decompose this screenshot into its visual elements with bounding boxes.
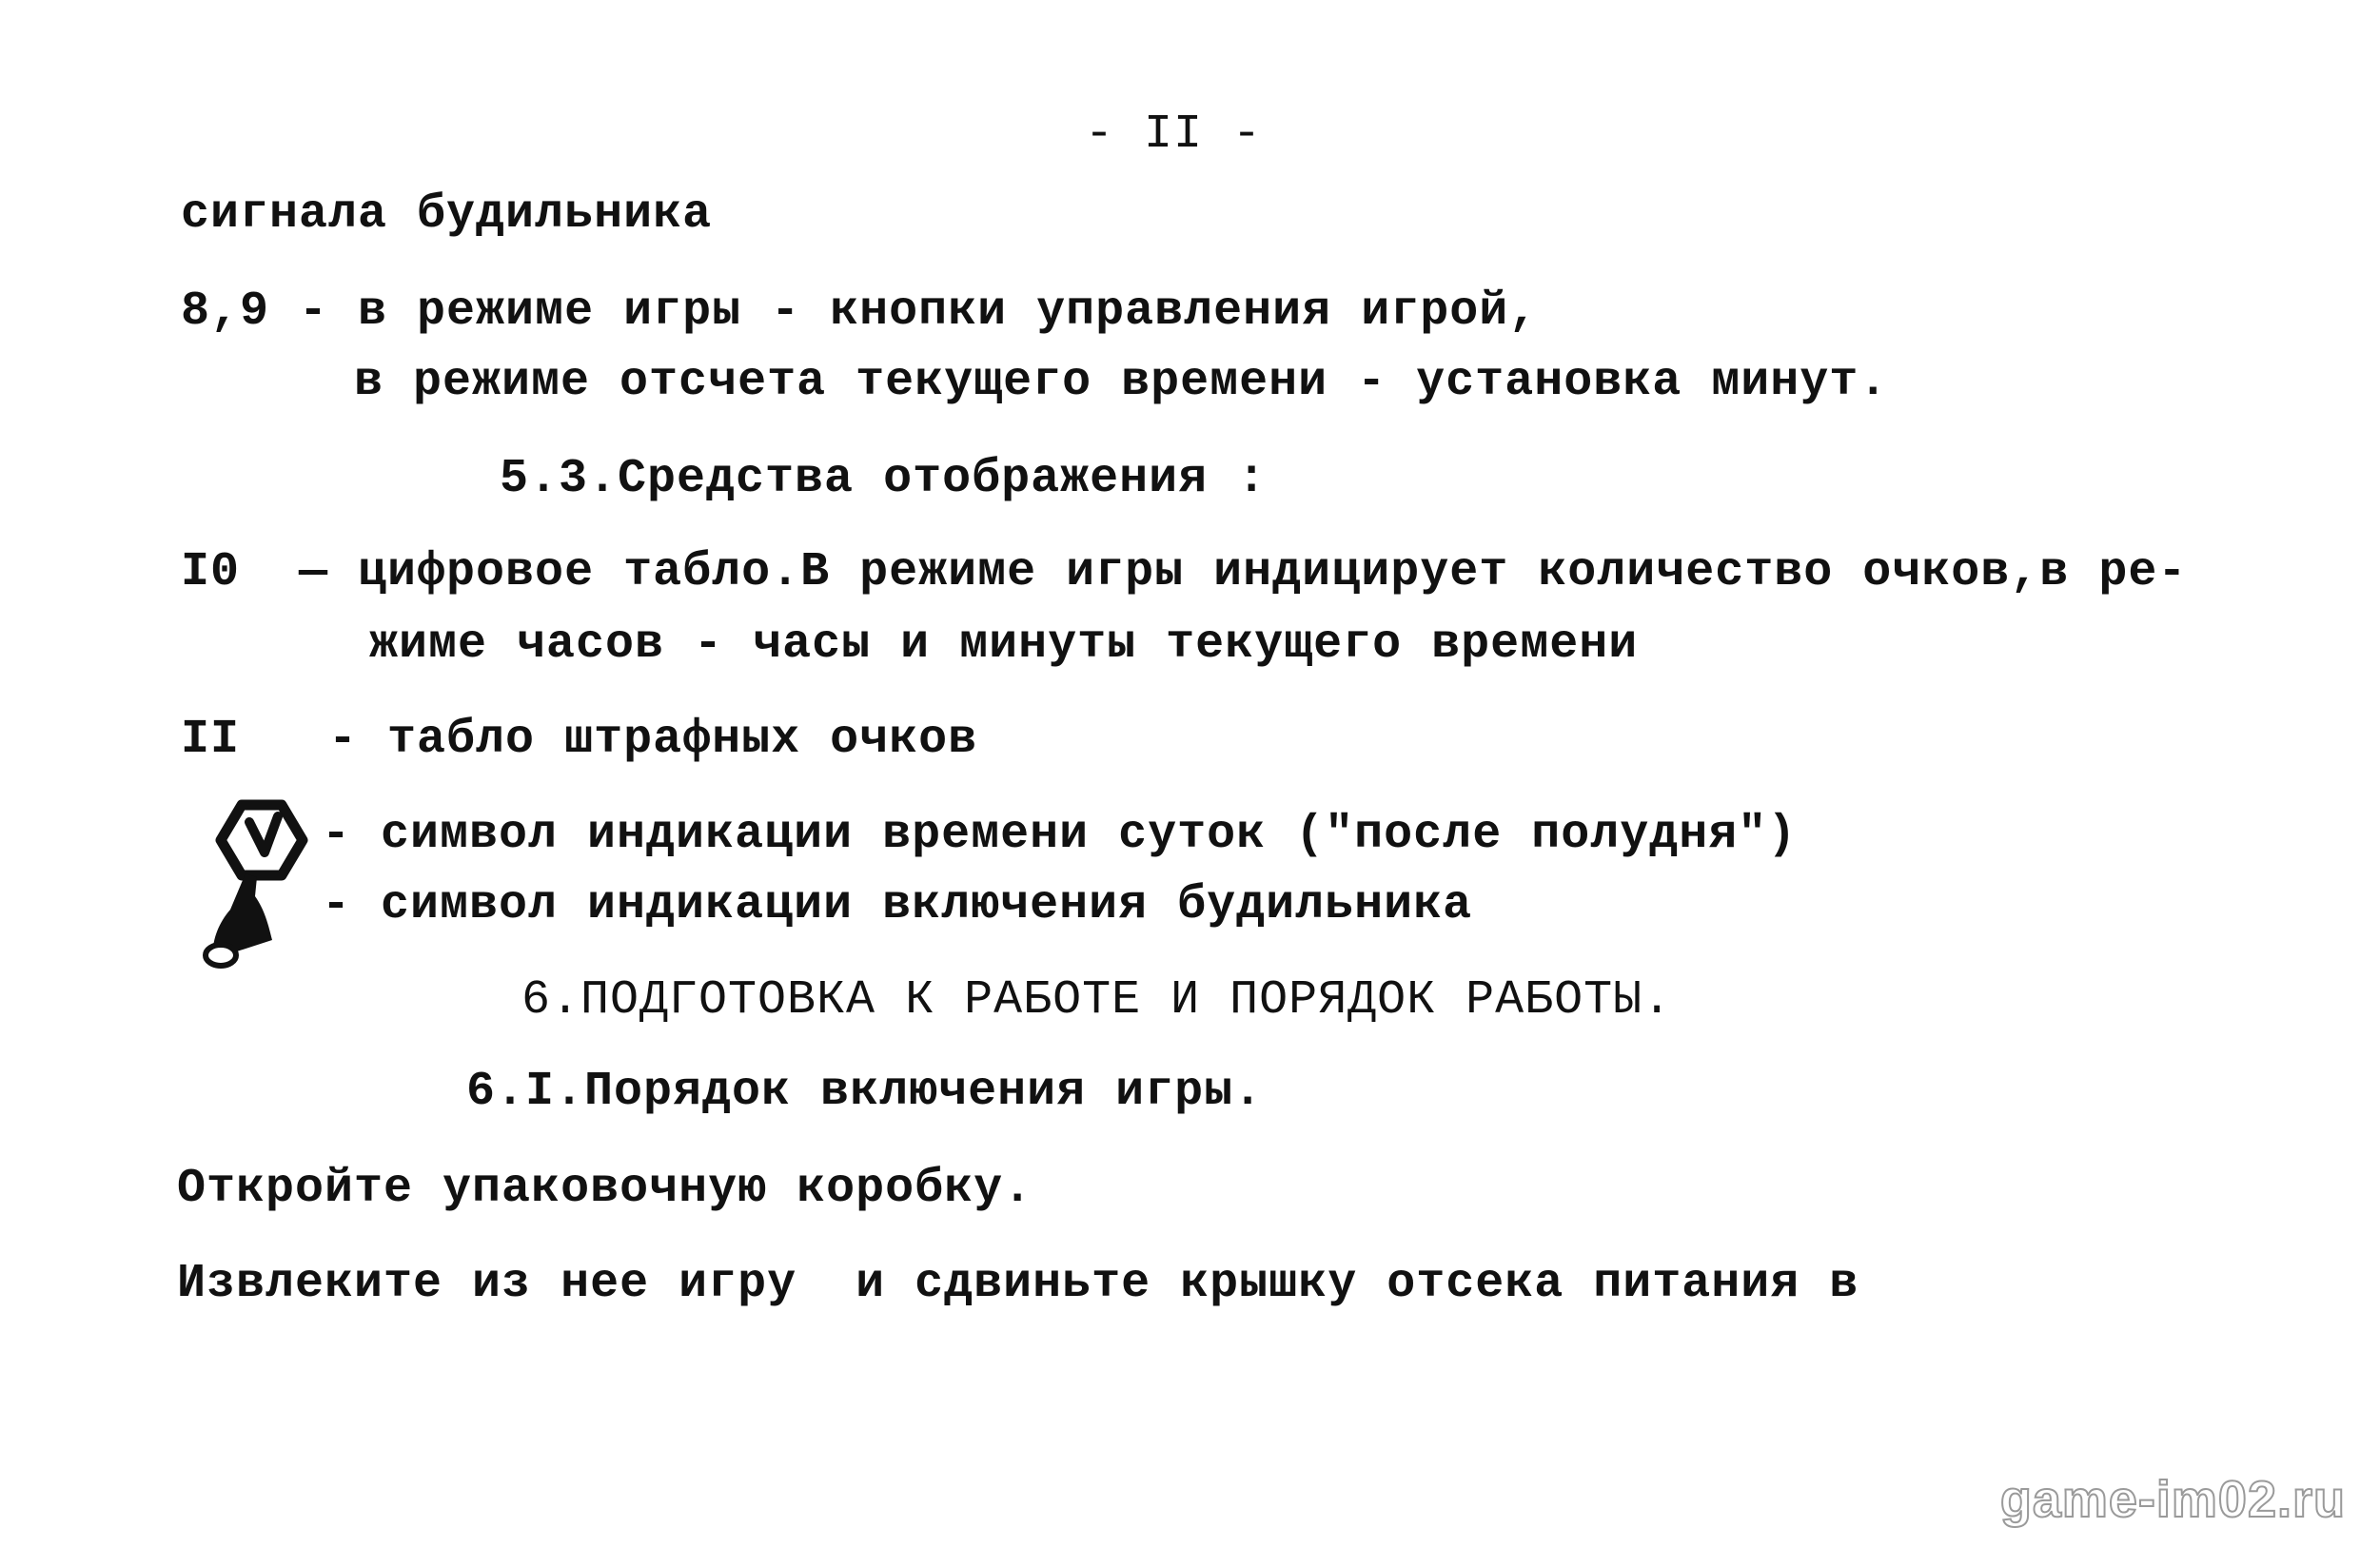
text-line: II - табло штрафных очков: [181, 713, 978, 767]
section-heading: 6.ПОДГОТОВКА К РАБОТЕ И ПОРЯДОК РАБОТЫ.: [521, 973, 1673, 1028]
page-number: - II -: [1085, 108, 1263, 162]
text-line: I0 — цифровое табло.В режиме игры индицирует количество очков,в ре-: [181, 545, 2188, 599]
text-line: сигнала будильника: [181, 187, 713, 242]
text-line: Извлеките из нее игру и сдвиньте крышку отсека питания в: [177, 1257, 1859, 1311]
text-line: - символ индикации времени суток ("после полудня"): [322, 808, 1798, 862]
text-line: - символ индикации включения будильника: [322, 878, 1473, 932]
text-line: жиме часов - часы и минуты текущего времени: [369, 617, 1639, 672]
watermark: game-im02.ru: [1999, 1471, 2346, 1528]
text-line: 8,9 - в режиме игры - кнопки управления игрой,: [181, 284, 1539, 339]
text-line: Откройте упаковочную коробку.: [177, 1162, 1033, 1216]
bell-icon: [198, 868, 280, 969]
text-line: в режиме отсчета текущего времени - установка минут.: [354, 355, 1889, 409]
section-heading: 6.I.Порядок включения игры.: [466, 1065, 1264, 1119]
section-heading: 5.3.Средства отображения :: [500, 452, 1268, 506]
